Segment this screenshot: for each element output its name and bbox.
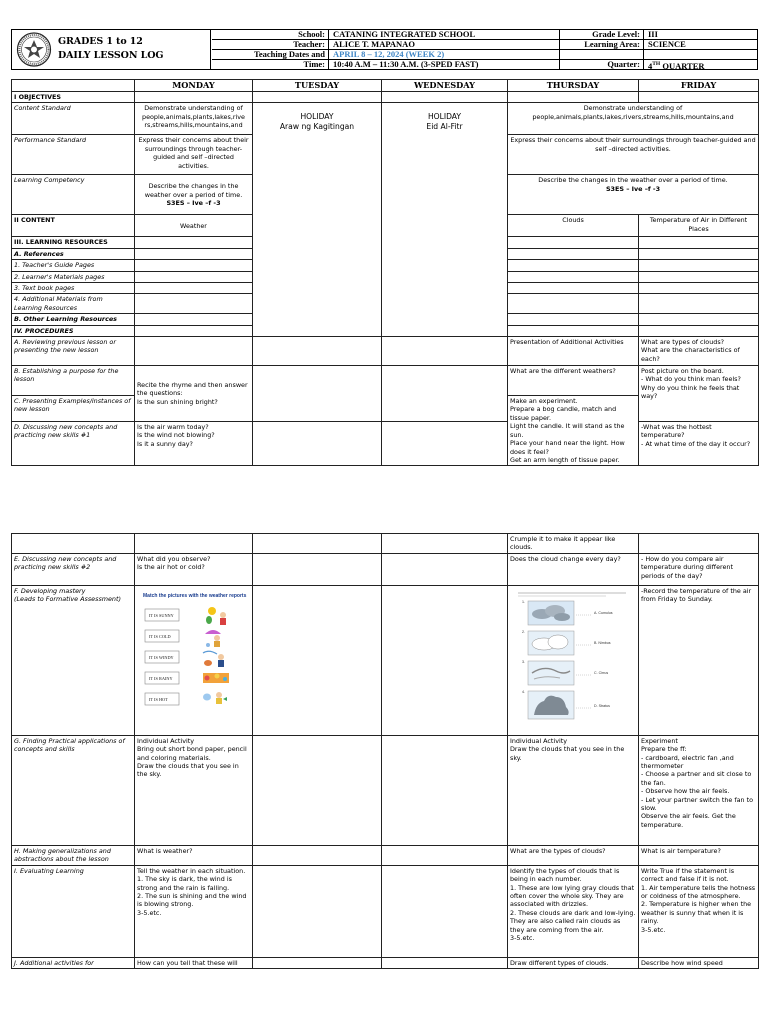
mon-d: Is the air warm today? Is the wind not blowing? Is it a sunny day? xyxy=(135,422,253,466)
mon-performance-standard: Express their concerns about their surroundings through teacher-guided and self –directed activities. xyxy=(135,135,253,175)
cloud-picture-3 xyxy=(528,661,574,685)
row-label-procedures: IV. PROCEDURES xyxy=(12,325,135,336)
table-row xyxy=(12,534,759,554)
cloud-num-3: 3. xyxy=(522,659,525,664)
cell-empty xyxy=(508,271,639,282)
fri-g: Experiment Prepare the ff: - cardboard, electric fan ,and thermometer - Choose a partner and sit close to the fan. - Observe how the air feels. - Let your partner switch the fan to slow. Observe the air feels. Get the temperature. xyxy=(639,735,759,845)
cell-empty xyxy=(382,337,508,366)
mon-content: Weather xyxy=(135,215,253,237)
cell-empty xyxy=(639,248,759,259)
cell-empty xyxy=(253,337,382,366)
row-label-d: D. Discussing new concepts and practicing new skills #1 xyxy=(12,422,135,466)
cell-empty xyxy=(382,845,508,865)
deped-seal-icon xyxy=(16,32,52,67)
cell-empty xyxy=(639,294,759,314)
school-label: School: xyxy=(212,30,328,40)
weather-item-rainy: IT IS RAINY xyxy=(149,675,173,681)
cloud-picture-2 xyxy=(528,631,574,655)
learning-area-value: SCIENCE xyxy=(643,40,757,50)
cell-empty xyxy=(253,845,382,865)
corner-cell xyxy=(12,80,135,92)
learning-area-label: Learning Area: xyxy=(559,40,643,50)
row-label-references: A. References xyxy=(12,248,135,259)
cell-empty xyxy=(135,337,253,366)
tue-holiday: HOLIDAY Araw ng Kagitingan xyxy=(253,103,382,337)
table-row xyxy=(12,366,759,396)
mon-competency xyxy=(135,175,253,215)
form-title-dll: DAILY LESSON LOG xyxy=(58,50,164,61)
thu-e: Does the cloud change every day? xyxy=(508,553,639,585)
cloud-label-a: A. Cumulus xyxy=(594,610,613,615)
fri-h: What is air temperature? xyxy=(639,845,759,865)
thu-j: Draw different types of clouds. xyxy=(508,957,639,968)
cell-empty xyxy=(508,294,639,314)
cell-empty xyxy=(135,248,253,259)
cell-empty xyxy=(135,325,253,336)
row-label-i: I. Evaluating Learning xyxy=(12,865,135,957)
row-label-content-standard: Content Standard xyxy=(12,103,135,135)
day-tuesday: TUESDAY xyxy=(253,80,382,92)
table-row xyxy=(12,585,759,735)
fri-a: What are types of clouds? What are the characteristics of each? xyxy=(639,337,759,366)
thufri-performance-standard: Express their concerns about their surroundings through teacher-guided and self –directed activities. xyxy=(508,135,759,175)
table-row xyxy=(12,845,759,865)
fri-content: Temperature of Air in Different Places xyxy=(639,215,759,237)
mon-g: Individual Activity Bring out short bond paper, pencil and coloring materials. Draw the clouds that you see in the sky. xyxy=(135,735,253,845)
dates-value: APRIL 8 – 12, 2024 (WEEK 2) xyxy=(328,50,559,60)
cell-empty xyxy=(382,366,508,422)
row-label-c: C. Presenting Examples/instances of new lesson xyxy=(12,396,135,422)
cell-empty xyxy=(508,260,639,271)
day-thursday: THURSDAY xyxy=(508,80,639,92)
mon-f-worksheet-cell xyxy=(135,585,253,735)
cell-empty xyxy=(253,92,382,103)
quarter-value xyxy=(643,60,757,70)
thu-h: What are the types of clouds? xyxy=(508,845,639,865)
row-label-learners-materials: 2. Learner's Materials pages xyxy=(12,271,135,282)
fri-bc: Post picture on the board. - What do you think man feels? Why do you think he feels that way? xyxy=(639,366,759,422)
worksheet-title: Match the pictures with the weather reports xyxy=(143,592,247,599)
thu-f-worksheet-cell xyxy=(508,585,639,735)
weather-item-sunny: IT IS SUNNY xyxy=(149,612,174,618)
cell-empty xyxy=(253,534,382,554)
mon-bc: Recite the rhyme and then answer the questions: Is the sun shining bright? xyxy=(135,366,253,422)
cell-empty xyxy=(253,585,382,735)
cell-empty xyxy=(508,325,639,336)
cell-empty xyxy=(508,92,639,103)
cell-empty xyxy=(135,534,253,554)
cloud-num-1: 1. xyxy=(522,599,525,604)
table-row xyxy=(12,422,759,466)
thu-continued: Crumple it to make it appear like clouds. xyxy=(508,534,639,554)
cell-empty xyxy=(135,271,253,282)
row-label-learning-competency: Learning Competency xyxy=(12,175,135,215)
thu-cd: Make an experiment. Prepare a bog candle, match and tissue paper. Light the candle. It will stand as the sun. Place your hand near the light. How does it feel? Get an arm length of tissue paper. xyxy=(508,396,639,466)
day-header-row xyxy=(12,80,759,92)
cloud-num-4: 4. xyxy=(522,689,525,694)
weather-item-windy: IT IS WINDY xyxy=(149,654,174,660)
weather-matching-worksheet xyxy=(137,587,249,733)
cell-empty xyxy=(135,283,253,294)
cell-empty xyxy=(639,325,759,336)
fri-j: Describe how wind speed xyxy=(639,957,759,968)
mon-h: What is weather? xyxy=(135,845,253,865)
fri-f: -Record the temperature of the air from Friday to Sunday. xyxy=(639,585,759,735)
row-label-teachers-guide: 1. Teacher's Guide Pages xyxy=(12,260,135,271)
mon-competency-text: Describe the changes in the weather over a period of time. xyxy=(144,182,243,199)
cell-empty xyxy=(253,422,382,466)
time-value: 10:40 A.M – 11:30 A.M. (3-SPED FAST) xyxy=(328,60,559,70)
thufri-competency-text: Describe the changes in the weather over a period of time. xyxy=(538,176,728,185)
cloud-label-d: D. Stratus xyxy=(594,703,610,708)
row-label-j: J. Additional activities for xyxy=(12,957,135,968)
grade-level-value: III xyxy=(643,30,757,40)
cell-empty xyxy=(382,957,508,968)
cell-empty xyxy=(508,283,639,294)
cell-empty xyxy=(639,92,759,103)
cell-empty xyxy=(253,366,382,422)
cell-empty xyxy=(135,294,253,314)
cell-empty xyxy=(253,865,382,957)
weather-item-cold: IT IS COLD xyxy=(149,633,171,639)
table-row xyxy=(12,553,759,585)
day-wednesday: WEDNESDAY xyxy=(382,80,508,92)
thufri-competency xyxy=(508,175,759,215)
quarter-label: Quarter: xyxy=(559,60,643,70)
rainy-kid-picture xyxy=(203,673,229,683)
quarter-number: 4 xyxy=(648,60,653,70)
teacher-label: Teacher: xyxy=(212,40,328,50)
thufri-competency-code: S3ES – Ive –f -3 xyxy=(605,184,661,193)
cell-empty xyxy=(135,237,253,248)
thu-content: Clouds xyxy=(508,215,639,237)
cell-empty xyxy=(639,314,759,325)
cell-empty xyxy=(382,585,508,735)
row-label-objectives: I OBJECTIVES xyxy=(12,92,135,103)
cell-empty xyxy=(382,553,508,585)
cell-empty xyxy=(508,248,639,259)
cell-empty xyxy=(639,534,759,554)
header-blank-right-value xyxy=(643,50,757,60)
wed-holiday: HOLIDAY Eid Al-Fitr xyxy=(382,103,508,337)
lesson-log-header xyxy=(11,29,758,70)
fri-e: - How do you compare air temperature during different periods of the day? xyxy=(639,553,759,585)
quarter-suffix: TH xyxy=(652,61,661,67)
quarter-word: QUARTER xyxy=(660,60,705,70)
table-row xyxy=(12,865,759,957)
header-logo-cell xyxy=(12,30,211,69)
cell-empty xyxy=(508,237,639,248)
row-label-a: A. Reviewing previous lesson or presenting the new lesson xyxy=(12,337,135,366)
day-monday: MONDAY xyxy=(135,80,253,92)
dates-label: Teaching Dates and xyxy=(212,50,328,60)
row-label-resources: III. LEARNING RESOURCES xyxy=(12,237,135,248)
cloud-picture-1 xyxy=(528,601,574,625)
cell-empty xyxy=(253,735,382,845)
thu-i: Identify the types of clouds that is being in each number. 1. These are low lying gray clouds that often cover the whole sky. They are associated with drizzles. 2. These clouds are dark and low-lying. They are also called rain clouds as they are coming from the air. 3-5.etc. xyxy=(508,865,639,957)
lesson-table-page2 xyxy=(11,533,759,969)
cloud-label-c: C. Cirrus xyxy=(594,670,609,675)
cell-empty xyxy=(382,534,508,554)
row-label-content: II CONTENT xyxy=(12,215,135,237)
row-label-b: B. Establishing a purpose for the lesson xyxy=(12,366,135,396)
mon-e: What did you observe? Is the air hot or cold? xyxy=(135,553,253,585)
mon-competency-code: S3ES – Ive –f -3 xyxy=(166,199,221,208)
table-row xyxy=(12,337,759,366)
time-label: Time: xyxy=(303,60,325,69)
row-label-other-resources: B. Other Learning Resources xyxy=(12,314,135,325)
table-row xyxy=(12,92,759,103)
cell-empty xyxy=(508,314,639,325)
cell-empty xyxy=(382,865,508,957)
row-label-f: F. Developing mastery (Leads to Formative Assessment) xyxy=(12,585,135,735)
teacher-value: ALICE T. MAPANAO xyxy=(328,40,559,50)
cell-empty xyxy=(639,237,759,248)
row-label-e: E. Discussing new concepts and practicing new skills #2 xyxy=(12,553,135,585)
fri-i: Write True if the statement is correct and false if it is not. 1. Air temperature tells the hotness or coldness of the atmosphere. 2. Temperature is higher when the weather is sunny that when it is rainy. 3-5.etc. xyxy=(639,865,759,957)
fri-d: -What was the hottest temperature? - At what time of the day it occur? xyxy=(639,422,759,466)
school-value: CATANING INTEGRATED SCHOOL xyxy=(328,30,559,40)
day-friday: FRIDAY xyxy=(639,80,759,92)
table-row xyxy=(12,103,759,135)
thu-a: Presentation of Additional Activities xyxy=(508,337,639,366)
cell-empty xyxy=(382,422,508,466)
cloud-num-2: 2. xyxy=(522,629,525,634)
cloud-types-worksheet xyxy=(510,587,632,733)
mon-i: Tell the weather in each situation. 1. The sky is dark, the wind is strong and the rain is falling. 2. The sun is shining and the wind is blowing strong. 3-5.etc. xyxy=(135,865,253,957)
row-label-g: G. Finding Practical applications of concepts and skills xyxy=(12,735,135,845)
table-row xyxy=(12,735,759,845)
cell-empty xyxy=(253,553,382,585)
form-title-grades: GRADES 1 to 12 xyxy=(58,36,143,47)
cloud-picture-4 xyxy=(528,691,574,719)
header-blank-right xyxy=(559,50,643,60)
row-label-textbook: 3. Text book pages xyxy=(12,283,135,294)
cell-empty xyxy=(12,534,135,554)
table-row xyxy=(12,957,759,968)
weather-item-hot: IT IS HOT xyxy=(149,696,168,702)
cell-empty xyxy=(135,260,253,271)
thufri-content-standard: Demonstrate understanding of people,animals,plants,lakes,rivers,streams,hills,mountains,and xyxy=(508,103,759,135)
cell-empty xyxy=(639,271,759,282)
cell-empty xyxy=(135,92,253,103)
lesson-table-page1 xyxy=(11,79,759,466)
mon-content-standard: Demonstrate understanding of people,animals,plants,lakes,rive rs,streams,hills,mountains,and xyxy=(135,103,253,135)
row-label-additional-materials: 4. Additional Materials from Learning Resources xyxy=(12,294,135,314)
cell-empty xyxy=(639,283,759,294)
row-label-performance-standard: Performance Standard xyxy=(12,135,135,175)
cell-empty xyxy=(639,260,759,271)
grade-level-label: Grade Level: xyxy=(559,30,643,40)
cloud-label-b: B. Nimbus xyxy=(594,640,611,645)
mon-j: How can you tell that these will xyxy=(135,957,253,968)
row-label-h: H. Making generalizations and abstractions about the lesson xyxy=(12,845,135,865)
thu-b: What are the different weathers? xyxy=(508,366,639,396)
cell-empty xyxy=(253,957,382,968)
cell-empty xyxy=(382,735,508,845)
cell-empty xyxy=(135,314,253,325)
thu-g: Individual Activity Draw the clouds that you see in the sky. xyxy=(508,735,639,845)
cell-empty xyxy=(382,92,508,103)
